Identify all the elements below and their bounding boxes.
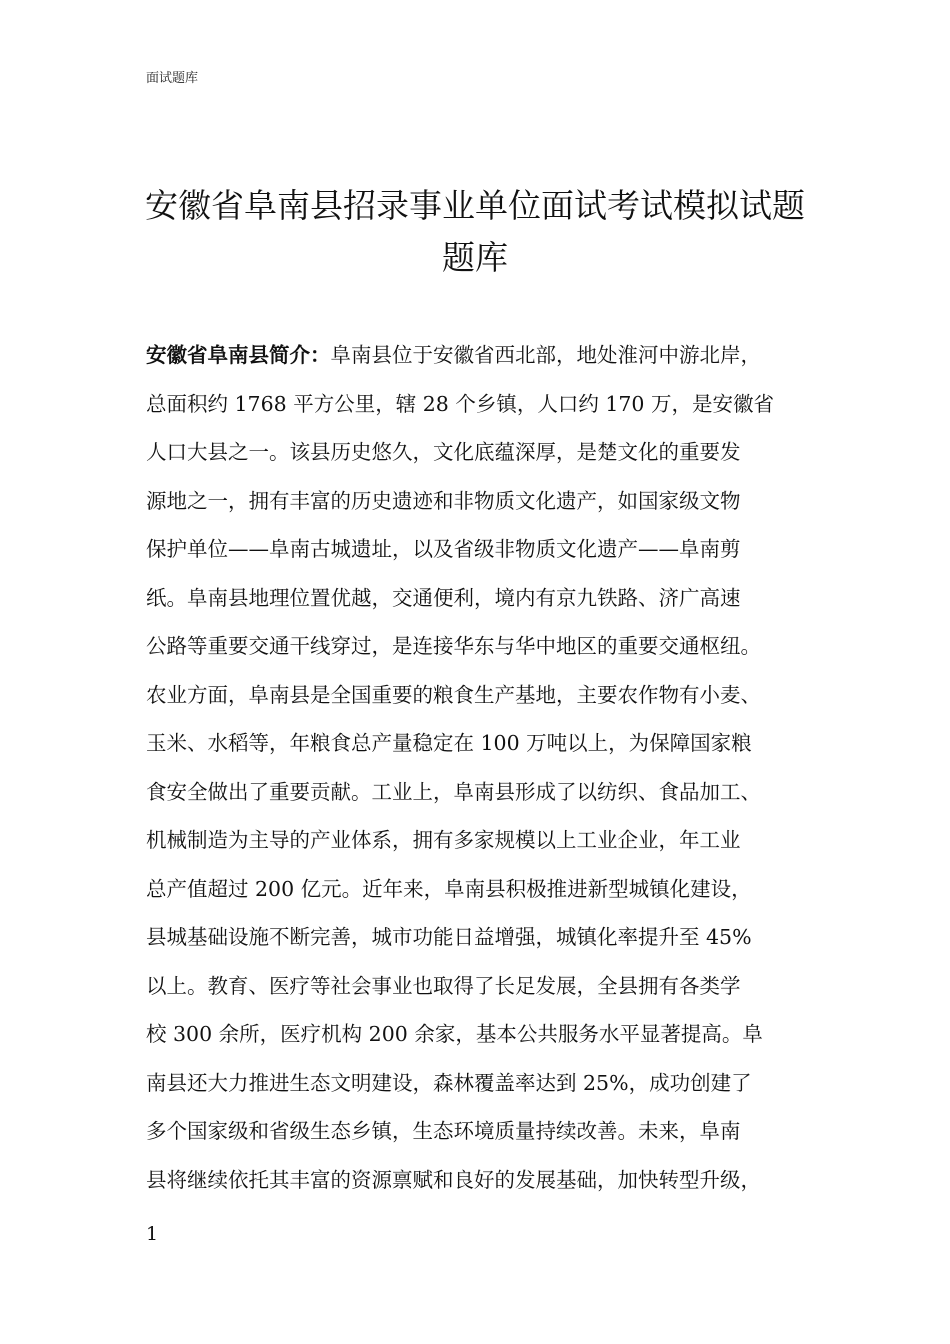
page-number: 1 <box>146 1223 159 1245</box>
body-line: 县将继续依托其丰富的资源禀赋和良好的发展基础，加快转型升级， <box>146 1167 761 1192</box>
body-line: 多个国家级和省级生态乡镇，生态环境质量持续改善。未来，阜南 <box>146 1119 741 1143</box>
page-header: 面试题库 <box>146 71 199 86</box>
body-line: 保护单位——阜南古城遗址，以及省级非物质文化遗产——阜南剪 <box>146 537 741 561</box>
body-line: 县城基础设施不断完善，城市功能日益增强，城镇化率提升至 45% <box>146 925 752 949</box>
body-line: 总产值超过 200 亿元。近年来，阜南县积极推进新型城镇化建设， <box>146 876 752 901</box>
body-line: 公路等重要交通干线穿过，是连接华东与华中地区的重要交通枢纽。 <box>146 634 761 658</box>
title-line-1: 安徽省阜南县招录事业单位面试考试模拟试题 <box>145 186 805 225</box>
body-line: 玉米、水稻等，年粮食总产量稳定在 100 万吨以上，为保障国家粮 <box>146 731 752 755</box>
body-line: 总面积约 1768 平方公里，辖 28 个乡镇，人口约 170 万，是安徽省 <box>146 391 774 416</box>
body-line: 校 300 余所，医疗机构 200 余家，基本公共服务水平显著提高。阜 <box>146 1022 763 1046</box>
body-line: 食安全做出了重要贡献。工业上，阜南县形成了以纺织、食品加工、 <box>146 779 761 804</box>
body-line: 纸。阜南县地理位置优越，交通便利，境内有京九铁路、济广高速 <box>146 585 741 610</box>
title-line-2: 题库 <box>442 238 508 277</box>
body-line: 南县还大力推进生态文明建设，森林覆盖率达到 25%，成功创建了 <box>146 1070 752 1095</box>
body-line-text: 阜南县位于安徽省西北部，地处淮河中游北岸， <box>330 343 761 367</box>
body-line <box>146 331 826 380</box>
body-line: 源地之一，拥有丰富的历史遗迹和非物质文化遗产，如国家级文物 <box>146 488 741 513</box>
body-line: 农业方面，阜南县是全国重要的粮食生产基地，主要农作物有小麦、 <box>146 682 761 707</box>
body-paragraph <box>146 331 826 1204</box>
document-title <box>130 180 820 284</box>
body-line: 机械制造为主导的产业体系，拥有多家规模以上工业企业，年工业 <box>146 828 741 852</box>
body-line: 人口大县之一。该县历史悠久，文化底蕴深厚，是楚文化的重要发 <box>146 440 741 464</box>
intro-lead: 安徽省阜南县简介： <box>146 343 331 367</box>
body-line: 以上。教育、医疗等社会事业也取得了长足发展，全县拥有各类学 <box>146 973 741 998</box>
